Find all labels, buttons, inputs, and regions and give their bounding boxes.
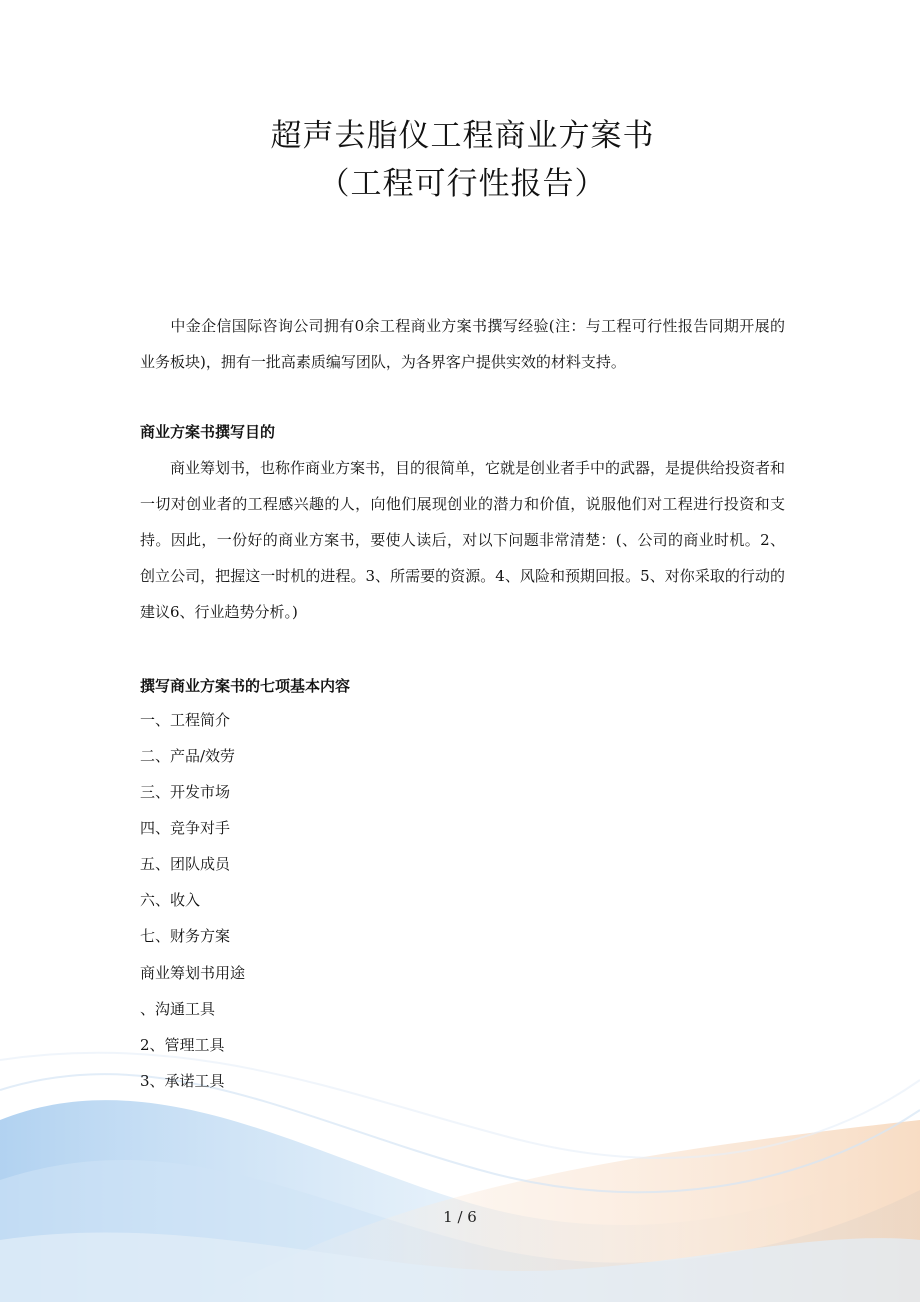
intro-paragraph (140, 308, 785, 380)
list-item: 七、财务方案 (140, 927, 231, 945)
purpose-paragraph (140, 450, 785, 630)
list-item: 四、竞争对手 (140, 819, 231, 837)
list-item: 二、产品/效劳 (140, 747, 236, 765)
purpose-text: 商业筹划书，也称作商业方案书，目的很简单，它就是创业者手中的武器，是提供给投资者和一切对创业者的工程感兴趣的人，向他们展现创业的潜力和价值，说服他们对工程进行投资和支持。因此，一份好的商业方案书，要使人读后，对以下问题非常清楚：(、公司的商业时机。2、创立公司，把握这一时机的进程。3、所需要的资源。4、风险和预期回报。5、对你采取的行动的建议6、行业趋势分析。) (140, 459, 786, 621)
list-item: 3、承诺工具 (140, 1072, 225, 1090)
section-heading-contents: 撰写商业方案书的七项基本内容 (140, 677, 351, 695)
document-subtitle: （工程可行性报告） (318, 166, 607, 202)
list-item: 2、管理工具 (140, 1036, 225, 1054)
list-item: 、沟通工具 (140, 1000, 216, 1018)
list-item: 五、团队成员 (140, 855, 231, 873)
document-title: 超声去脂仪工程商业方案书 (270, 118, 655, 154)
list-item: 商业筹划书用途 (140, 964, 246, 982)
list-item: 一、工程简介 (140, 711, 231, 729)
page-number: 1 / 6 (443, 1208, 477, 1226)
list-item: 三、开发市场 (140, 783, 231, 801)
intro-text: 中金企信国际咨询公司拥有0余工程商业方案书撰写经验(注：与工程可行性报告同期开展的业务板块)，拥有一批高素质编写团队，为各界客户提供实效的材料支持。 (140, 317, 785, 371)
list-item: 六、收入 (140, 891, 201, 909)
section-heading-purpose: 商业方案书撰写目的 (140, 423, 276, 441)
